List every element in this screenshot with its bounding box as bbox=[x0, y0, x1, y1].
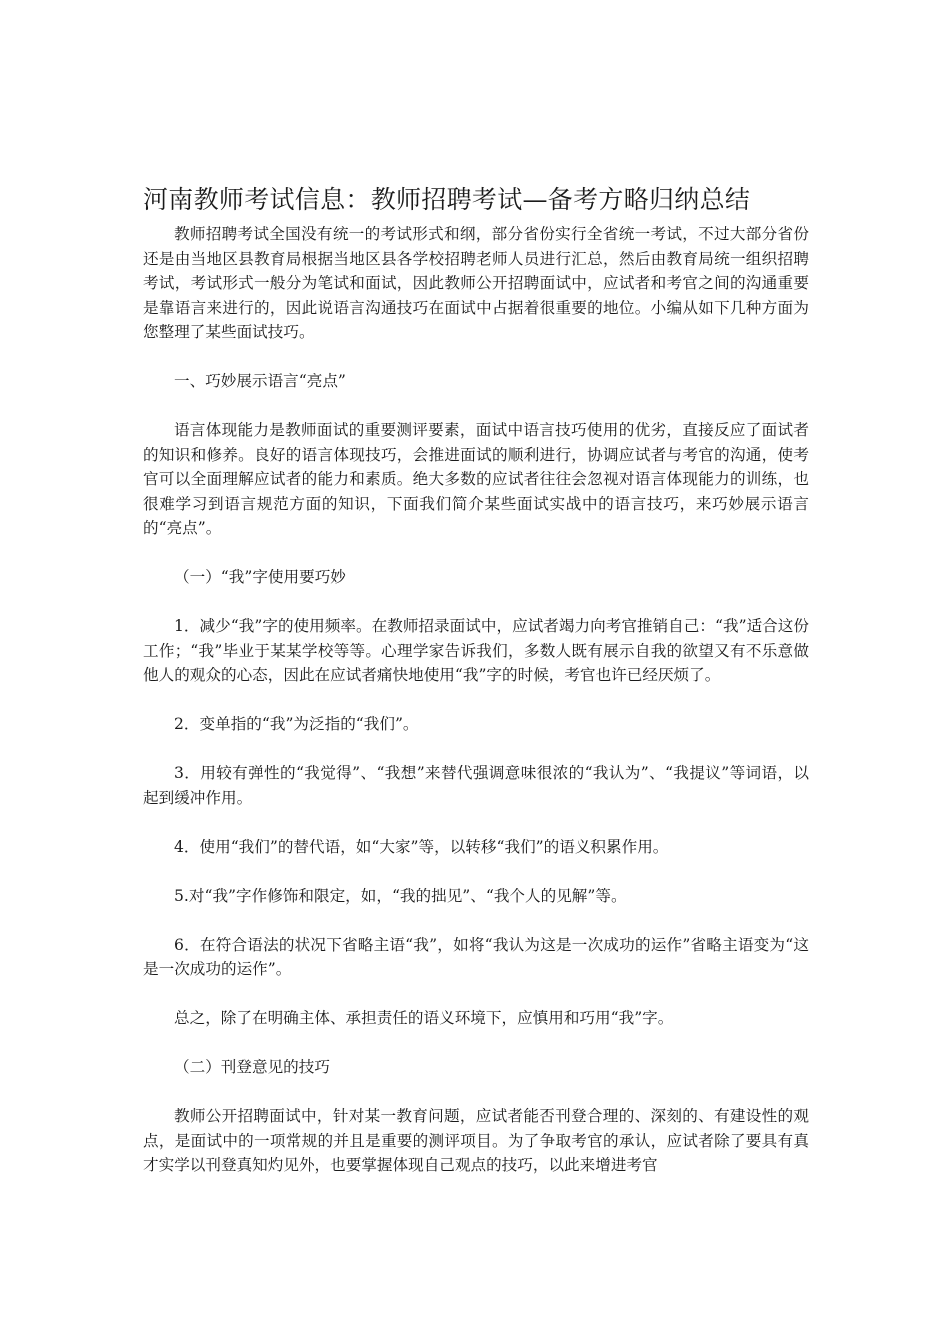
intro-paragraph: 教师招聘考试全国没有统一的考试形式和纲，部分省份实行全省统一考试，不过大部分省份还是由当地区县教育局根据当地区县各学校招聘老师人员进行汇总，然后由教育局统一组织招聘考试，考试形式一般分为笔试和面试，因此教师公开招聘面试中，应试者和考官之间的沟通重要是靠语言来进行的，因此说语言沟通技巧在面试中占据着很重要的地位。小编从如下几种方面为您整理了某些面试技巧。 bbox=[143, 225, 809, 341]
list-item-1: 1．减少“我”字的使用频率。在教师招录面试中，应试者竭力向考官推销自己：“我”适合这份工作；“我”毕业于某某学校等等。心理学家告诉我们，多数人既有展示自我的欲望又有不乐意做他人的观众的心态，因此在应试者痛快地使用“我”字的时候，考官也许已经厌烦了。 bbox=[143, 617, 809, 684]
paragraph-gap bbox=[143, 737, 809, 762]
paragraph-gap bbox=[143, 908, 809, 933]
paragraph-gap bbox=[143, 541, 809, 566]
paragraph-gap bbox=[143, 590, 809, 615]
paragraph-gap bbox=[143, 688, 809, 713]
document-page bbox=[143, 180, 809, 1178]
list-item-3: 3．用较有弹性的“我觉得”、“我想”来替代强调意味很浓的“我认为”、“我提议”等词语，以起到缓冲作用。 bbox=[143, 764, 809, 807]
subheading-1: （一）“我”字使用要巧妙 bbox=[174, 568, 346, 586]
summary-paragraph: 总之，除了在明确主体、承担责任的语义环境下，应慎用和巧用“我”字。 bbox=[174, 1009, 674, 1027]
section-1-paragraph: 语言体现能力是教师面试的重要测评要素，面试中语言技巧使用的优劣，直接反应了面试者的知识和修养。良好的语言体现技巧，会推进面试的顺利进行，协调应试者与考官的沟通，使考官可以全面理解应试者的能力和素质。绝大多数的应试者往往会忽视对语言体现能力的训练，也很难学习到语言规范方面的知识，下面我们简介某些面试实战中的语言技巧，来巧妙展示语言的“亮点”。 bbox=[143, 421, 809, 537]
section-2-paragraph: 教师公开招聘面试中，针对某一教育问题，应试者能否刊登合理的、深刻的、有建设性的观点，是面试中的一项常规的并且是重要的测评项目。为了争取考官的承认，应试者除了要具有真才实学以刊登真知灼见外，也要掌握体现自己观点的技巧，以此来增进考官 bbox=[143, 1107, 809, 1174]
paragraph-gap bbox=[143, 1080, 809, 1105]
document-title: 河南教师考试信息：教师招聘考试—备考方略归纳总结 bbox=[143, 185, 751, 214]
list-item-4: 4．使用“我们”的替代语，如“大家”等，以转移“我们”的语义积累作用。 bbox=[174, 837, 669, 856]
paragraph-gap bbox=[143, 394, 809, 419]
list-item-6: 6．在符合语法的状况下省略主语“我”，如将“我认为这是一次成功的运作”省略主语变为“这是一次成功的运作”。 bbox=[143, 935, 809, 978]
section-heading-1: 一、巧妙展示语言“亮点” bbox=[174, 372, 346, 390]
paragraph-gap bbox=[143, 982, 809, 1007]
paragraph-gap bbox=[143, 810, 809, 835]
subheading-2: （二）刊登意见的技巧 bbox=[174, 1058, 330, 1076]
paragraph-gap bbox=[143, 859, 809, 884]
list-item-5: 5.对“我”字作修饰和限定，如，“我的拙见”、“我个人的见解”等。 bbox=[174, 886, 627, 905]
paragraph-gap bbox=[143, 1031, 809, 1056]
list-item-2: 2．变单指的“我”为泛指的“我们”。 bbox=[174, 715, 419, 733]
paragraph-gap bbox=[143, 345, 809, 370]
